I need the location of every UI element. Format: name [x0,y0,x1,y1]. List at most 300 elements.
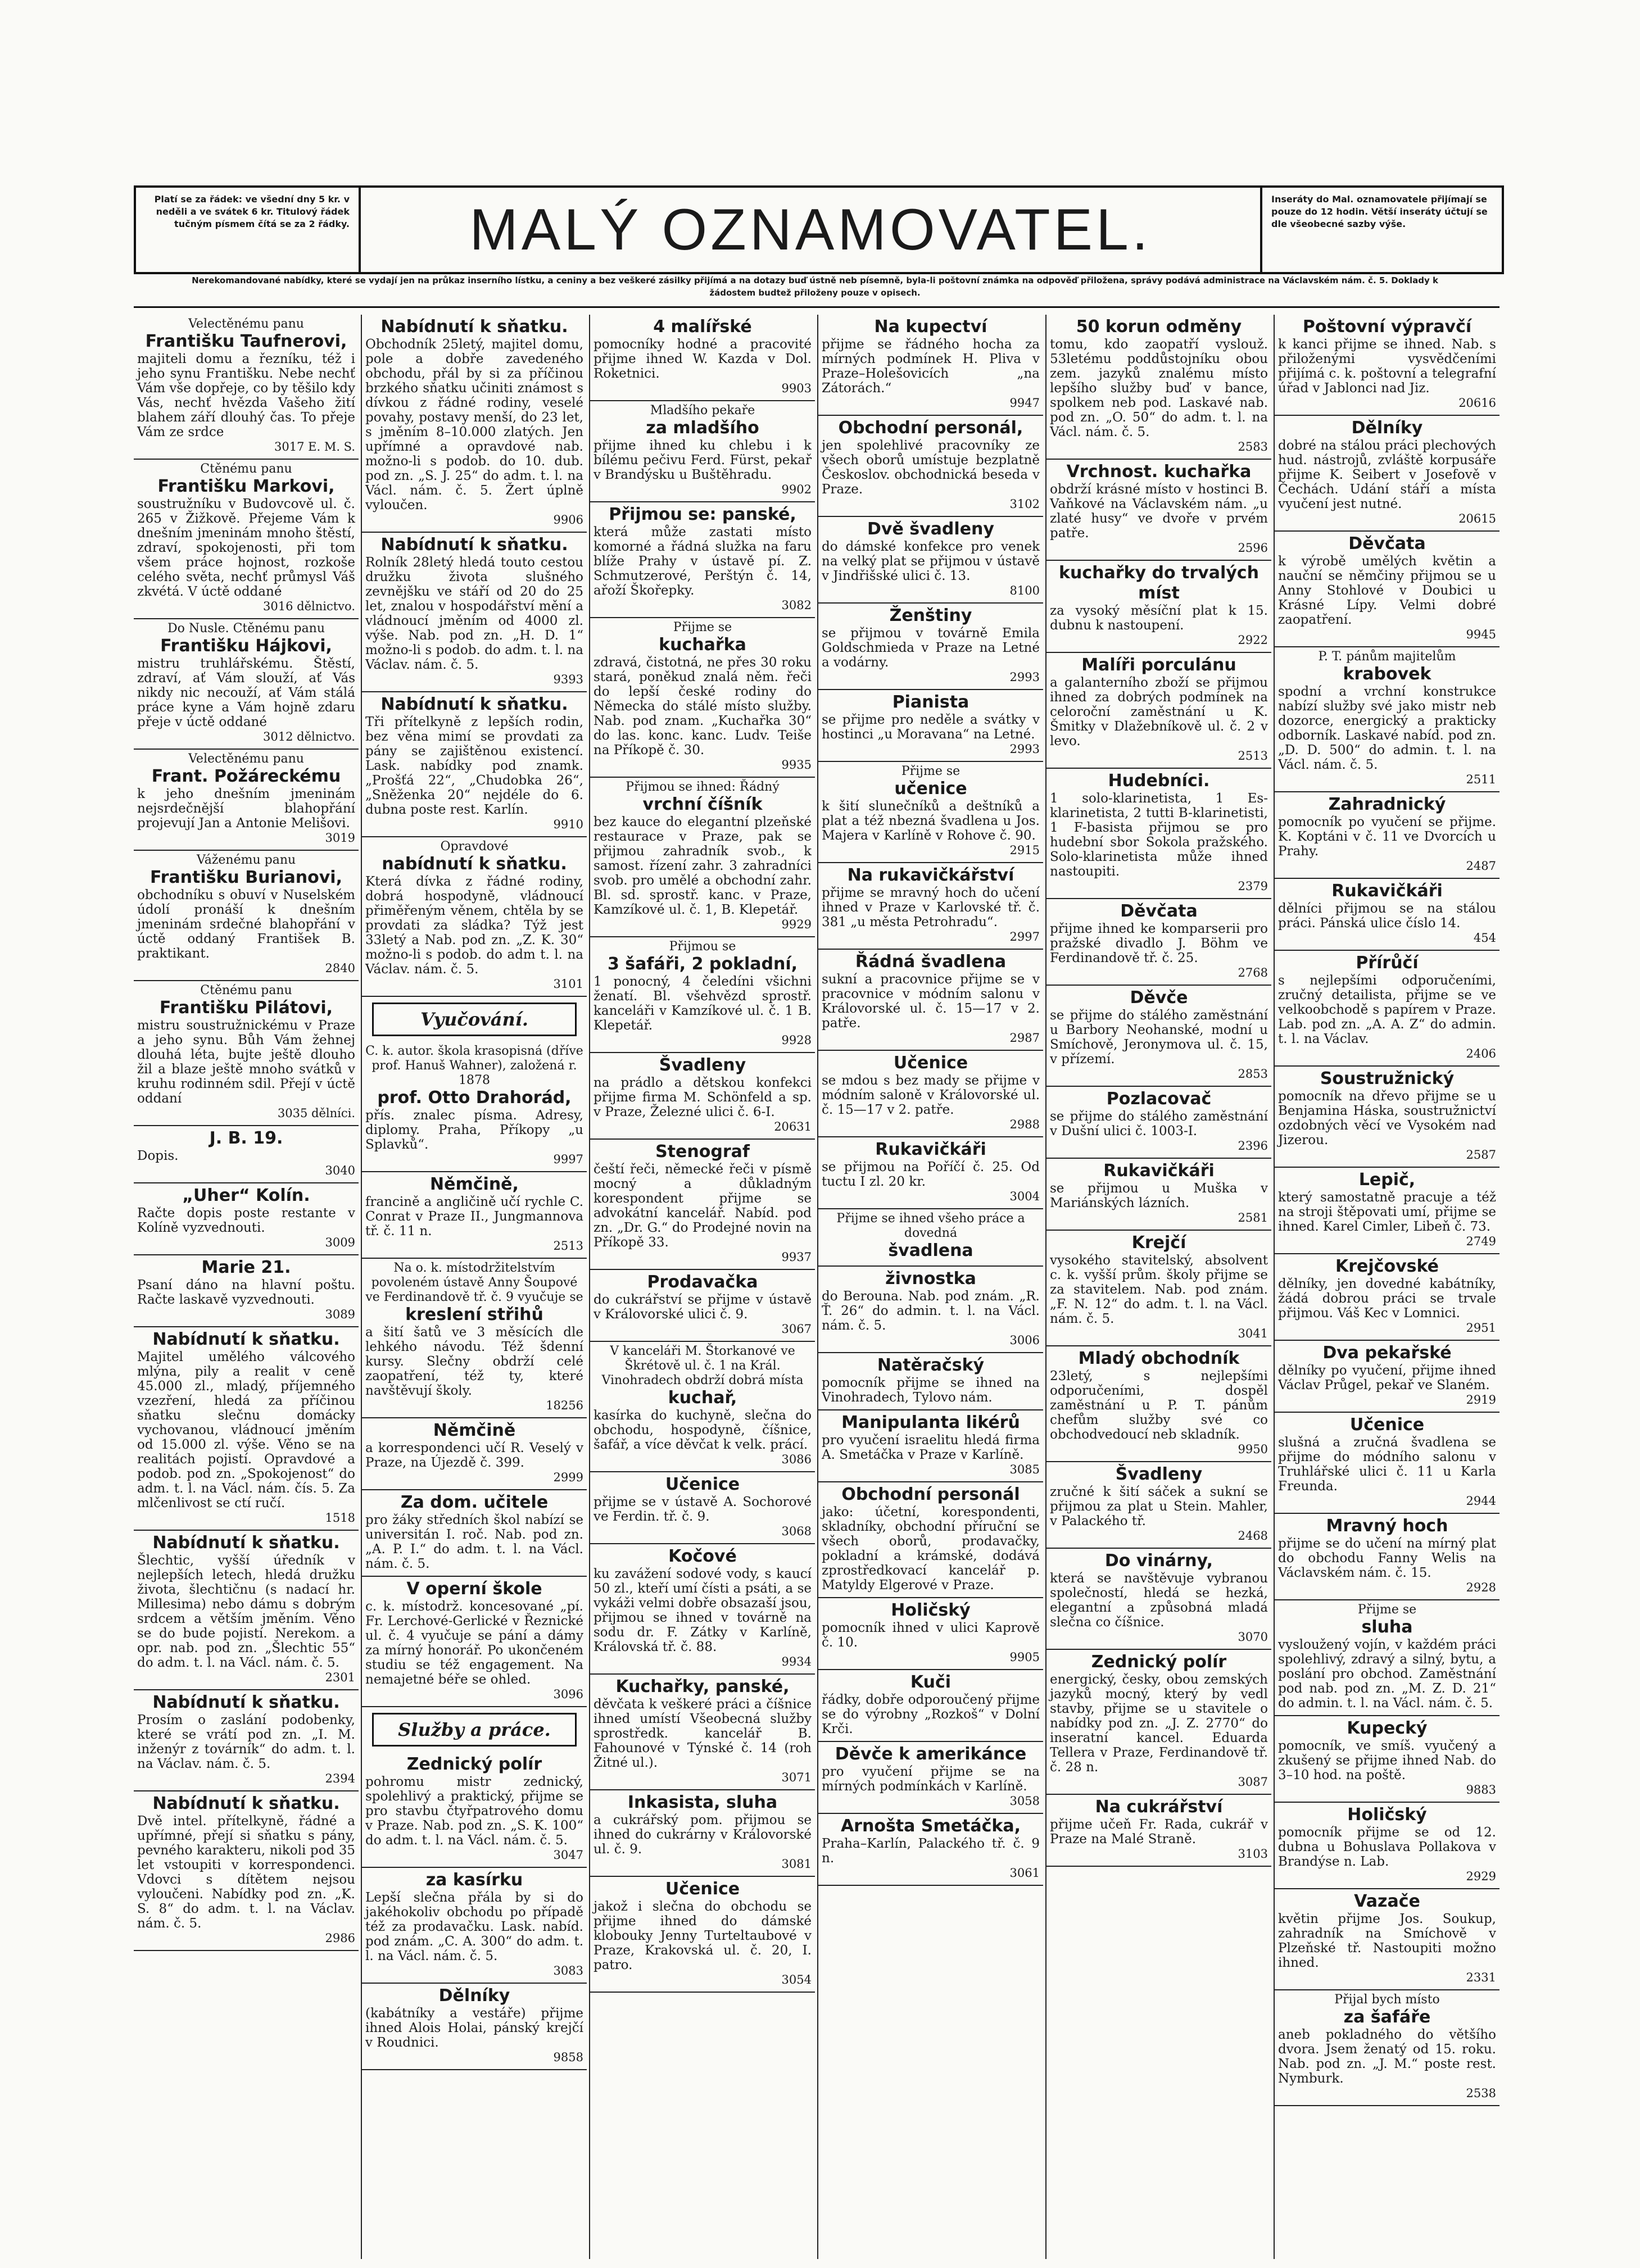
classified-ad [818,517,1043,604]
ad-heading: Do vinárny, [1104,1551,1213,1571]
ad-number: 2929 [1466,1870,1496,1883]
classified-ad [134,1690,359,1791]
ad-text: pro vyučení přijme se na mírných podmínkách v Karlíně. [822,1764,1040,1794]
ad-text: se přijme do stálého zaměstnání u Barbory Neohanské, modní u Smíchově, Jeronymova ul. č. 15, v přízemí. [1050,1008,1268,1067]
ad-number: 2922 [1238,633,1268,647]
ad-number: 9906 [553,513,583,527]
ad-heading: Pozlacovač [1106,1089,1212,1109]
classified-ad [1275,647,1499,792]
ad-heading: Inkasista, sluha [627,1793,778,1812]
classified-ad [134,315,359,460]
ad-number: 2915 [1009,843,1040,857]
ad-heading: prof. Otto Drahorád, [377,1088,572,1108]
ad-text: přijme ihned ku chlebu i k bílému pečivu Ferd. Fürst, pekař v Brandýsku u Buštěhradu. [594,438,812,482]
ad-intro: Mladšího pekaře [650,403,755,418]
ad-text: a cukrářský pom. přijmou se ihned do cukrárny v Královorské ul. č. 9. [594,1813,812,1857]
ad-heading: V operní škole [406,1579,542,1599]
classified-ad [134,1327,359,1531]
ad-number: 9937 [781,1250,812,1264]
ad-number: 3009 [325,1236,355,1249]
ad-text: 23letý, s nejlepšími odporučeními, dospěl zaměstnání u P. T. pánům chefům služby své co obchodvedoucí neb skladník. [1050,1369,1268,1442]
ad-text: přijme učeň Fr. Rada, cukrář v Praze na Malé Straně. [1050,1817,1268,1847]
ad-heading: Přírůčí [1356,953,1419,973]
ad-number: 9905 [1009,1650,1040,1664]
ad-number: 9910 [553,818,583,831]
ad-number: 3089 [325,1308,355,1321]
ad-intro: V kanceláři M. Štorkanové ve Škrétově ul. č. 1 na Král. Vinohradech obdrží dobrá místa [601,1344,804,1387]
ad-number: 2997 [1009,930,1040,944]
classified-ad [134,750,359,851]
ad-heading: Krejčovské [1335,1257,1439,1276]
ad-number: 3058 [1009,1794,1040,1808]
ad-heading: Hudebníci. [1108,771,1210,791]
ad-heading: Zahradnický [1328,795,1446,814]
classified-ad [362,1752,587,1868]
column-5 [1046,315,1271,2259]
ad-text: k výrobě umělých květin a nauční se němčiny přijmou se u Anny Stohlové v Doubici u Krásné Lípy. Velmi dobré zaopatření. [1278,554,1496,627]
ad-heading: vrchní číšník [642,795,763,814]
ad-number: 3012 dělnictvo. [263,730,355,743]
classified-ad [590,937,815,1053]
ad-number: 2538 [1466,2086,1496,2100]
column-divider [1045,315,1046,2259]
ad-heading: kreslení střihů [405,1305,543,1324]
ad-heading: Dvě švadleny [867,519,994,539]
ad-number: 3054 [781,1973,812,1986]
ad-heading: Krejčí [1131,1233,1186,1253]
classified-ad [362,1172,587,1259]
column-divider [589,315,590,2259]
ad-heading: Zednický polír [406,1754,542,1774]
ad-heading: Holičský [1347,1805,1427,1825]
ad-number: 3019 [325,831,355,845]
ad-text: pomocník na dřevo přijme se u Benjamina Háska, soustružnictví ozdobných věcí ve Vysokém nad Jizerou. [1278,1089,1496,1147]
ad-number: 3040 [325,1164,355,1177]
ad-number: 2749 [1466,1235,1496,1248]
classified-ad [590,618,815,778]
classified-ad [1046,1159,1271,1231]
classified-ad [818,1670,1043,1742]
ad-heading: Mladý obchodník [1078,1349,1240,1368]
ad-number: 2944 [1466,1494,1496,1508]
classified-ad [1275,1803,1499,1889]
ad-heading: Učenice [665,1475,740,1494]
rate-box: Platí se za řádek: ve všední dny 5 kr. v neděli a ve svátek 6 kr. Titulový řádek tučným písmem čítá se za 2 řádky. [136,188,361,272]
classified-ad [590,1053,815,1140]
ad-heading: Nabídnutí k sňatku. [380,695,568,714]
classified-ad [362,1984,587,2070]
classified-ad [134,981,359,1126]
ad-text: Prosím o zaslání podobenky, které se vrátí pod zn. „I. M. inženýr z továrník“ do adm. t. l. na Václav. nám. č. 5. [137,1713,355,1771]
classified-ad [134,1531,359,1690]
ad-intro: Přijme se [901,764,961,778]
ad-heading: Nabídnutí k sňatku. [152,1330,340,1349]
classified-ad [590,1877,815,1993]
ad-text: se přijmou v továrně Emila Goldschmieda v Praze na Letné a vodárny. [822,626,1040,670]
ad-number: 3083 [553,1964,583,1977]
classified-ad [1275,1600,1499,1716]
classified-ad [818,1482,1043,1598]
ad-text: mistru truhlářskému. Štěstí, zdraví, ať Vám slouží, ať Vás nikdy nic neсouží, ať Vám stálá práce kyne a Vám hojně zdaru přeje v úctě oddané [137,656,355,729]
classified-ad [818,950,1043,1051]
classified-ad [818,1814,1043,1886]
ad-number: 2768 [1238,966,1268,979]
ad-intro: Opravdové [440,840,509,854]
ad-number: 2919 [1466,1393,1496,1407]
ad-text: pomocník, ve smíš. vyučený a zkušený se přijme ihned Nab. do 3–10 hod. na poště. [1278,1739,1496,1782]
ad-number: 9903 [781,382,812,395]
ad-heading: švadlena [888,1241,973,1260]
ad-heading: Na cukrářství [1095,1797,1223,1817]
ad-text: pomocník po vyučení se přijme. K. Koptáni v č. 11 ve Dvorcích u Prahy. [1278,815,1496,859]
ad-number: 2853 [1238,1067,1268,1081]
classified-ad [590,1140,815,1270]
ad-text: energický, česky, obou zemských jazyků mocný, který by vedl stavby, přijme se u stavitele o nabídky pod zn. „J. Z. 2770“ do inseratní kancel. Eduarda Tellera v Praze, Ferdinandově tř. č. 28 n. [1050,1672,1268,1775]
ad-text: přijme ihned ke komparserii pro pražské divadlo J. Böhm ve Ferdinandově tř. č. 25. [1050,922,1268,965]
ad-number: 3004 [1009,1190,1040,1203]
ad-heading: Františku Hájkovi, [160,636,332,656]
ad-intro: C. k. autor. škola krasopisná (dříve prof. Hanuš Wahner), založená r. 1878 [365,1044,583,1087]
ad-number: 3006 [1009,1333,1040,1347]
ad-number: 3086 [781,1453,812,1466]
ad-intro: Přijme se [1357,1603,1417,1617]
ad-heading: Vrchnost. kuchařka [1066,462,1252,482]
ad-number: 3081 [781,1857,812,1871]
classified-ad [1275,532,1499,647]
ad-heading: sluha [1361,1617,1413,1637]
ad-intro: Velectěnému panu [188,752,304,766]
ad-text: Tři přítelkyně z lepších rodin, bez věna mimí se provdati za pány se zajištěnou existencí. Lask. nabídky pod znamk. „Prošťá 22“, „Chudobka 26“, „Sněženka 20“ nejdéle do 6. dubna poste rest. Karlín. [365,715,583,817]
ad-number: 2301 [325,1671,355,1684]
ad-heading: Poštovní výpravčí [1302,317,1472,337]
ad-text: děvčata k veškeré práci a číšnice ihned umístí Všeobecná služby sprostředk. kancelář B. Fahounové v Týnské č. 14 (roh Žitné ul.). [594,1697,812,1770]
divider [134,306,1499,308]
classified-ad [1275,1067,1499,1168]
classified-ad [1046,460,1271,561]
ad-heading: Němčině, [430,1174,519,1194]
insertion-info-box: Inseráty do Mal. oznamovatele přijímají se pouze do 12 hodin. Větší inseráty účtují se dle všeobecné sazby výše. [1260,188,1502,272]
ad-number: 9934 [781,1655,812,1668]
ad-text: k jeho dnešním jmeninám nejsrdečnější blahopřání projevují Jan a Antonie Melišovi. [137,787,355,831]
ad-number: 3016 dělnictvo. [263,600,355,613]
ad-number: 9928 [781,1033,812,1047]
ad-text: vysloužený vojín, v každém práci spolehlivý, zdravý a silný, bytu, a poslání pro obchod. Zaměstnání pod nab. pod zn. „M. Z. D. 21“ do admin. t. l. na Václ. nám. č. 5. [1278,1638,1496,1711]
ad-heading: Švadleny [1115,1464,1203,1484]
ad-number: 20631 [774,1120,812,1133]
ad-number: 3085 [1009,1463,1040,1476]
ad-number: 2596 [1238,541,1268,555]
column-divider [1274,315,1275,2259]
ad-heading: Řádná švadlena [855,952,1007,972]
classified-ad [590,315,815,401]
ad-number: 3103 [1238,1847,1268,1861]
ad-number: 2993 [1009,742,1040,756]
ad-heading: Frant. Požárеckému [151,766,341,786]
ad-heading: Prodavačka [647,1272,758,1292]
ad-text: bez kauce do elegantní plzeňské restaurace v Praze, pak se přijmou zahradník svob., k samost. řízení zahr. 3 zahradníci svob. pro umělé a obchodní zahr. Bl. sd. sprostř. kanc. v Praze, Kamzíkové ul. č. 1, B. Klepetář. [594,815,812,917]
classified-ad [590,1342,815,1472]
classified-ad [818,762,1043,863]
ad-number: 18256 [546,1399,583,1412]
ad-intro: Přijmou se ihned: Řádný [626,780,780,794]
ad-number: 9929 [781,918,812,931]
classified-ad [1275,1341,1499,1413]
classified-ad [590,1544,815,1675]
classified-ad [1275,951,1499,1067]
ad-text: spodní a vrchní konstrukce nabízí služby své jako mistr neb dozorce, energický a prakticky odborník. Laskavé nabíd. pod zn. „D. D. 500“ do admin. t. l. na Václ. nám. č. 5. [1278,684,1496,772]
classified-ad [362,692,587,837]
ad-text: dobré na stálou práci plechových hud. nástrojů, zvláště korpusáře přijme K. Seibert v Josefově v Čechách. Udání stáří a místa vyučení jest nutné. [1278,438,1496,511]
ad-heading: krabovek [1343,664,1431,684]
ad-text: přijme se mravný hoch do učení ihned v Praze v Karlovské tř. č. 381 „u města Petrohradu“. [822,886,1040,929]
ad-text: se přijme pro neděle a svátky v hostinci „u Moravana“ na Letné. [822,713,1040,742]
ad-heading: Obchodní personál, [838,418,1023,438]
ad-number: 2951 [1466,1321,1496,1335]
ad-number: 3070 [1238,1630,1268,1644]
ad-heading: Nabídnutí k sňatku. [152,1794,340,1813]
ad-text: květin přijme Jos. Soukup, zahradník na Smíchově v Plzeňské tř. Nastoupiti možno ihned. [1278,1912,1496,1970]
ad-heading: Rukavičkáři [875,1140,986,1159]
ad-text: jen spolehlivé pracovníky ze všech oborů umístuje bezplatně Českoslov. obchodnická beseda v Praze. [822,438,1040,497]
classified-ad [818,604,1043,690]
ad-number: 2513 [553,1239,583,1253]
ad-intro: Ctěnému panu [200,983,292,997]
classified-ad [362,1490,587,1577]
ad-number: 3061 [1009,1866,1040,1880]
classified-ad [362,533,587,692]
ad-intro: Ctěnému panu [200,462,292,476]
ad-number: 2999 [553,1471,583,1484]
ad-number: 9393 [553,673,583,686]
ad-number: 2993 [1009,670,1040,684]
ad-heading: Mravný hoch [1326,1516,1448,1536]
section-heading: Vyučování. [372,1003,577,1036]
ad-number: 2511 [1466,773,1496,786]
classified-ad [362,1259,587,1418]
ad-intro: Přijal bych místo [1334,1993,1440,2007]
ad-number: 2487 [1466,859,1496,873]
ad-number: 3067 [781,1322,812,1336]
ad-text: do cukrářství se přijme v ústavě v Královorské ulici č. 9. [594,1292,812,1322]
classified-ad [590,1675,815,1790]
classified-ad [134,460,359,619]
classified-ad [818,863,1043,950]
page-title: MALÝ OZNAMOVATEL. [469,197,1152,262]
ad-number: 9997 [553,1153,583,1166]
ad-heading: Dělníky [1351,418,1423,438]
ad-text: jakož i slečna do obchodu se přijme ihned do dámské klobouky Jenny Turteltaubové v Praze, Krakovská ul. č. 20, I. patro. [594,1899,812,1972]
ad-text: tomu, kdo zaopatří vyslouž. 53letému poddůstojníku obou zem. jazyků znalému místo lepšího služby buď v bance, spolkem neb pod. Laskavé nab. pod zn. „O. 50“ do adm. t. l. na Václ. nám. č. 5. [1050,337,1268,439]
ad-text: dělníci přijmou se na stálou práci. Pánská ulice číslo 14. [1278,901,1496,931]
ad-text: Která dívka z řádné rodiny, dobrá hospodyně, vládnoucí přiměřeným věnem, chtěla by se provdati za sládka? Týž jest 33letý a Nab. pod zn. „Z. K. 30“ možno-li s podob. do adm t. l. na Václav. nám. č. 5. [365,874,583,977]
ad-number: 3068 [781,1525,812,1538]
ad-heading: Františku Burianovi, [150,868,342,887]
ad-text: kasírka do kuchyně, slečna do obchodu, hospodyně, číšnice, šafář, a více děvčat k velk. prácí. [594,1408,812,1452]
ad-text: se přijme do stálého zaměstnání v Dušní ulici č. 1003-I. [1050,1109,1268,1138]
classified-ad [134,1126,359,1183]
ad-heading: Za dom. učitele [400,1493,549,1512]
ad-text: Majitel umělého válcového mlýna, pily a realit v ceně 45.000 zl., mladý, příjemného vzezření, hledá za příčinou sňatku slečnu domácky vychovanou, vládnoucí jměním od 15.000 zl. výše. Věno se na realitách pojistí. Opravdové a podob. pod zn. „Spokojenost“ do adm. t. l. na Václ. nám. čís. 5. Za mlčenlivost se ctí ručí. [137,1350,355,1511]
ad-heading: za kasírku [425,1870,523,1890]
column-3 [590,315,815,2259]
ad-number: 3047 [553,1848,583,1862]
ad-text: k kanci přijme se ihned. Nab. s přiloženými vysvědčeními přijímá c. k. poštovní a telegrafní úřad v Jablonci nad Jiz. [1278,337,1496,396]
ad-intro: Přijme se ihned všeho práce a dovedná [836,1212,1025,1240]
ad-text: za vysoký měsíční plat k 15. dubnu k nastoupení. [1050,604,1268,633]
ad-text: a šití šatů ve 3 měsících dle lehkého návodu. Též šdenní kursy. Slečny obdrží celé zaopatření, též ty, které navštěvují školy. [365,1325,583,1398]
ad-heading: Švadleny [659,1055,746,1075]
classified-ad [1275,1889,1499,1990]
ad-number: 9902 [781,483,812,496]
ad-number: 3096 [553,1688,583,1701]
classified-ad [818,315,1043,416]
ad-text: se mdou s bez mady se přijme v módním saloně v Královorské ul. č. 15—17 v 2. patře. [822,1073,1040,1117]
ad-number: 2587 [1466,1148,1496,1162]
ad-number: 2396 [1238,1139,1268,1153]
ad-text: sukní a pracovnice přijme se v pracovnice v módním salonu v Královorské ul. č. 15—17 v 2. patře. [822,972,1040,1031]
classified-ad [362,315,587,533]
ad-text: pomocník ihned v ulici Kaprově č. 10. [822,1621,1040,1650]
ad-heading: nabídnutí k sňatku. [382,854,567,874]
ad-number: 2840 [325,961,355,975]
classified-ad [818,1353,1043,1410]
ad-number: 9947 [1009,396,1040,410]
ad-heading: Nabídnutí k sňatku. [152,1693,340,1712]
ad-heading: Holičský [891,1600,971,1620]
classified-ad [1046,1795,1271,1867]
ad-heading: Děvčata [1348,534,1426,554]
ad-text: Šlechtic, vyšší úředník v nejlepších letech, hledá družku života, šlechtičnu (s nadací hr. Millesima) nebo dámu s dobrým srdcem a větším jměním. Věno se do bude pojistí. Nerekom. a opr. nab. pod zn. „Šlechtic 55“ do adm. t. l. na Václ. nám. č. 5. [137,1553,355,1670]
classified-ad [1046,986,1271,1087]
ad-number: 20616 [1458,396,1496,410]
ad-text: soustružníku v Budovcově ul. č. 265 v Žižkově. Přejeme Vám k dnešním jmeninám mnoho štěstí, zdraví, spokojenosti, při tom všem práce hojnost, rozkoše celého světa, nechť průmysl Váš zkvétá. V úctě oddané [137,497,355,599]
column-6 [1275,315,1499,2259]
ad-text: obdrží krásné místo v hostinci B. Vaňkové na Václavském nám. „u zlaté husy“ ve dvoře v prvém patře. [1050,482,1268,541]
ad-heading: Ženštiny [889,606,972,625]
ad-text: dělníky po vyučení, přijme ihned Václav Průgel, pekař ve Slaném. [1278,1363,1496,1392]
ad-heading: Soustružnický [1320,1069,1455,1088]
ad-text: Psaní dáno na hlavní poštu. Račte laskavě vyzvednouti. [137,1278,355,1307]
ad-text: který samostatně pracuje a též na stroji štěpovati umí, přijme se ihned. Karel Cimler, Libeň č. 73. [1278,1190,1496,1234]
ad-number: 2394 [325,1772,355,1785]
ad-number: 3017 E. M. S. [274,440,355,453]
classified-ad [1275,879,1499,951]
ad-heading: 4 malířské [653,317,752,337]
classified-ad [590,1270,815,1342]
classified-ad [1046,1650,1271,1795]
ad-text: 1 solo-klarinetista, 1 Es-klarinetista, 2 tutti B-klarinetisti, 1 F-basista přijmou se pro hudební sbor Sokola pražského. Solo-klarinetista může ihned nastoupiti. [1050,791,1268,879]
classified-ad [1046,653,1271,769]
ad-text: se přijmou u Muška v Mariánských lázních. [1050,1181,1268,1210]
classified-ad [134,1183,359,1255]
ad-intro: Váženému panu [196,853,296,867]
ad-text: s nejlepšími odporučeními, zručný detailista, přijme se ve velkoobchodě s papírem v Praze. Lab. pod zn. „A. A. Z“ do admin. t. l. na Václav. [1278,973,1496,1046]
ad-heading: J. B. 19. [209,1128,283,1148]
classified-ad [134,1791,359,1951]
masthead [134,185,1504,274]
classified-ad [362,1418,587,1490]
classified-ad [1275,315,1499,416]
ad-number: 2928 [1466,1581,1496,1594]
column-2 [362,315,587,2259]
classified-ad [1275,1254,1499,1341]
ad-heading: Zednický polír [1091,1652,1227,1672]
classified-ad [818,1209,1043,1267]
classified-ad [818,690,1043,762]
classified-ad [590,1790,815,1877]
classified-ad [1275,1413,1499,1514]
ad-number: 1518 [325,1511,355,1525]
ad-heading: Učenice [893,1053,968,1073]
ad-text: c. k. místodrž. koncesované „pí. Fr. Lerchové-Gerlické v Řeznické ul. č. 4 vyučuje se pání a dámy za mírný honorář. Po ukončeném studiu se též engagement. Na nemajetné béře se ohled. [365,1599,583,1687]
ad-text: která může zastati místo komorné a řádná služka na faru blíže Prahy v ústavě pí. Z. Schmutzerové, Perštýn č. 14, ařoží Škořepky. [594,525,812,598]
ad-heading: Obchodní personál [841,1485,1020,1504]
classified-ad [1046,769,1271,899]
ad-number: 2331 [1466,1971,1496,1984]
ad-heading: Na kupectví [874,317,987,337]
classified-ad [818,1137,1043,1209]
ad-text: Račte dopis poste restante v Kolíně vyzvednouti. [137,1206,355,1235]
ad-heading: kuchařka [659,635,746,655]
ad-text: francině a angličině učí rychle C. Conrat v Praze II., Jungmannova tř. č. 11 n. [365,1195,583,1239]
ad-number: 2987 [1009,1031,1040,1045]
ad-text: jako: účetní, korespondenti, skladníky, obchodní příruční se všech oborů, prodavačky, pokladní a krámské, dodává zprostředkovací kancelář p. Matyldy Elgerové v Praze. [822,1505,1040,1593]
ad-heading: Nabídnutí k sňatku. [380,535,568,555]
ad-number: 3035 dělníci. [277,1106,355,1120]
ad-text: Praha–Karlín, Palackého tř. č. 9 n. [822,1836,1040,1866]
classified-ad [1275,792,1499,879]
ad-intro: Do Nusle. Ctěnému panu [167,622,325,636]
ad-heading: Kuči [910,1672,952,1692]
ad-heading: Marie 21. [201,1258,291,1277]
ad-text: pomocník přijme se od 12. dubna u Bohuslava Pollakova v Brandýse n. Lab. [1278,1825,1496,1869]
classified-ad [1046,1462,1271,1549]
ad-number: 2379 [1238,879,1268,893]
classified-ad [818,1267,1043,1353]
ad-text: obchodníku s obuví v Nuselském údolí pronáší k dnešním jmeninám srdečné blahopřání v úctě oddaný František B. praktikant. [137,888,355,961]
ad-heading: Učenice [665,1879,740,1899]
ad-intro: P. T. pánům majitelům [1318,650,1456,664]
ad-text: a korrespondenci učí R. Veselý v Praze, na Újezdě č. 399. [365,1441,583,1470]
ad-text: dělníky, jen dovedné kabátníky, žádá dobrou práci se trvale přijmou. Váš Kec v Lomnici. [1278,1277,1496,1321]
ad-text: vysokého stavitelský, absolvent c. k. vyšší prům. školy přijme se za stavitelem. Nab. pod znám. „F. N. 12“ do adm. t. l. na Václ. nám. č. 5. [1050,1253,1268,1326]
ad-text: Obchodník 25letý, majitel domu, pole a dobře zavedeného obchodu, přál by si za příčinou brzkého sňatku učiniti známost s dívkou z řádné rodiny, veselé povahy, postavy menší, do 23 let, s jměním 8–10.000 zlatých. Jen upřímné a opravdové nab. možno-li s podob. do 10. dub. pod zn. „S. J. 25“ do adm. t. l. na Václ. nám. č. 5. Žert úplně vyloučen. [365,337,583,512]
ad-heading: Kupecký [1347,1718,1428,1738]
classified-ad [818,1410,1043,1482]
ad-text: Rolník 28letý hledá touto cestou družku života slušného zevnějšku ve stáří od 20 do 25 let, znalou v hospodářství mění a vládnoucí jměním od 4000 zl. výše. Nab. pod zn. „H. D. 1“ možno-li s podob. do adm. t. l. na Václav. nám. č. 5. [365,555,583,672]
classified-ad [590,401,815,502]
ad-text: a galanterního zboží se přijmou ihned za dobrých podmínek na celoroční zaměstnání u K. Šmitky v Dlažebníkově ul. č. 2 v levo. [1050,675,1268,749]
ad-intro: Přijmou se [669,940,736,954]
ad-heading: za šafáře [1343,2007,1431,2027]
column-divider [361,315,362,2259]
classified-ad [1046,1346,1271,1462]
ad-heading: 3 šafáři, 2 pokladní, [607,954,798,974]
ad-number: 3041 [1238,1327,1268,1340]
ad-number: 9950 [1238,1443,1268,1456]
ad-number: 20615 [1458,512,1496,525]
ad-number: 9935 [781,758,812,772]
ad-text: zručné k šití sáček a sukní se přijmou za plat u Stein. Mahler, v Palackého tř. [1050,1485,1268,1528]
ad-number: 3082 [781,598,812,612]
classified-ad [1046,1231,1271,1346]
ad-heading: Manipulanta likérů [841,1413,1020,1432]
classified-ad [1046,561,1271,653]
ad-text: čeští řeči, německé řeči v písmě mocný a důkladným korespondent přijme se advokátní kancelář. Nabíd. pod zn. „Dr. G.“ do Prodejné novin na Příkopě 33. [594,1162,812,1250]
classified-ad [134,1255,359,1327]
ad-number: 2581 [1238,1211,1268,1224]
classified-ad [1275,1514,1499,1600]
